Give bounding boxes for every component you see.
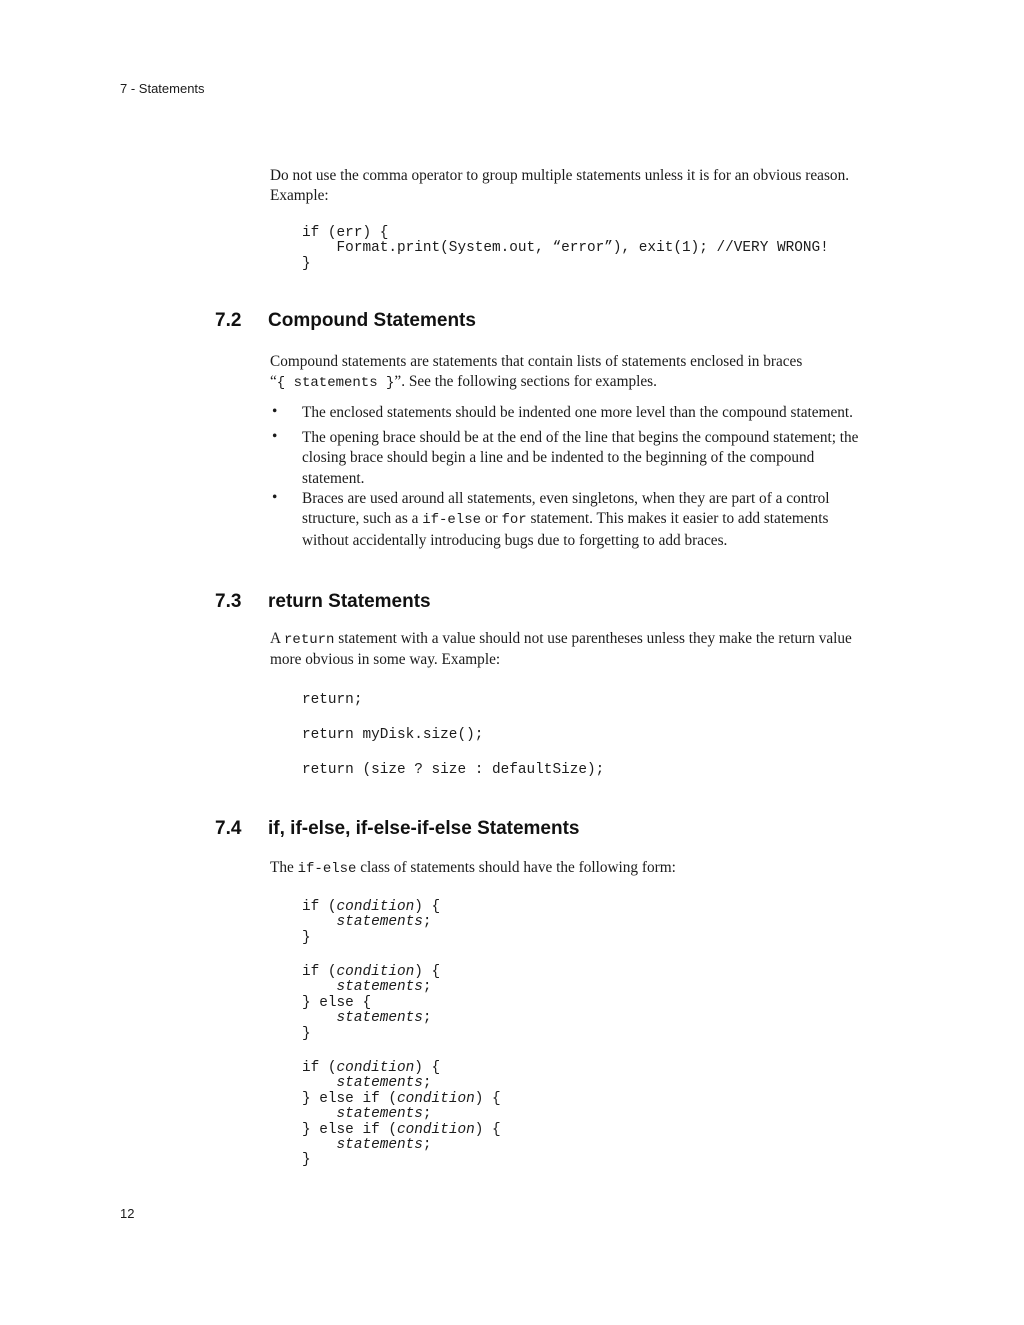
inline-code: return [284,632,335,648]
bullet-item [272,428,858,489]
section-number: 7.4 [215,818,242,839]
code-line: return (size ? size : defaultSize); [302,762,605,778]
section-title: return Statements [268,591,431,612]
section-title: if, if-else, if-else-if-else Statements [268,818,580,839]
code-text: if ( [302,1060,337,1076]
section-7-3-paragraph [270,629,852,671]
code-text [302,979,337,995]
inline-code: if-else [297,861,357,877]
paragraph-text: The [270,859,298,876]
paragraph-line [270,372,802,393]
code-placeholder: statements [336,914,423,931]
code-example-return-1 [302,693,362,708]
section-number: 7.3 [215,591,242,612]
code-text [302,1075,337,1091]
code-text: } else { [302,994,372,1011]
section-7-2-paragraph [270,352,802,394]
code-line [302,931,440,946]
paragraph-line: Compound statements are statements that contain lists of statements enclosed in braces [270,353,803,370]
code-placeholder: statements [336,979,423,996]
paragraph-line [270,629,852,650]
bullet-marker: • [272,489,278,506]
code-line: return myDisk.size(); [302,727,484,743]
code-example-comma [302,226,829,272]
code-text: } [302,1152,311,1169]
code-line: } [302,255,311,272]
code-text: ; [422,1010,432,1027]
bullet-line: statement. [302,469,365,487]
bullet-marker: • [272,403,278,420]
code-line [302,1092,501,1107]
code-placeholder: statements [336,1075,423,1092]
paragraph-line [270,858,676,879]
bullet-text: or [481,510,502,528]
code-line [302,915,440,930]
bullet-text: structure, such as a [302,510,423,528]
paragraph-text: ”. See the following sections for examples. [394,373,657,391]
bullet-item [272,403,853,423]
intro-paragraph [270,166,849,207]
code-text: ; [422,914,432,931]
code-placeholder: condition [397,1090,475,1107]
paragraph-text: A [270,630,285,647]
paragraph-line: Example: [270,187,329,205]
code-text: ; [422,979,432,996]
code-text [302,1106,337,1122]
code-text: ; [422,1106,432,1123]
code-text: } else if ( [302,1090,397,1107]
paragraph-line: Do not use the comma operator to group multiple statements unless it is for an obvious reason. [270,167,850,184]
bullet-line: closing brace should begin a line and be indented to the beginning of the compound [302,449,815,467]
code-line [302,1061,501,1076]
code-line [302,1011,440,1026]
code-placeholder: statements [336,1010,423,1027]
code-line [302,900,440,915]
section-heading-7-3 [215,591,431,613]
bullet-line: Braces are used around all statements, even singletons, when they are part of a control [302,490,830,507]
code-text: if ( [302,964,337,980]
code-line [302,1107,501,1122]
code-text: ) { [414,964,441,980]
code-text [302,914,337,930]
code-line [302,1138,501,1153]
code-line [302,980,440,995]
code-example-return-2 [302,728,483,743]
code-line [302,1027,440,1042]
code-placeholder: condition [397,1121,475,1138]
code-placeholder: statements [336,1106,423,1123]
code-form-if [302,900,440,946]
code-text: ) { [474,1121,501,1138]
code-text: } [302,1025,311,1042]
code-line: return; [302,692,363,708]
code-placeholder: condition [336,964,415,980]
code-text [302,1010,337,1026]
inline-code: for [501,512,527,529]
bullet-item [272,489,830,551]
code-text: if ( [302,899,337,915]
bullet-line: without accidentally introducing bugs due to forgetting to add braces. [302,531,728,549]
code-form-if-else [302,965,440,1042]
code-placeholder: condition [336,899,415,915]
code-form-if-else-if-else [302,1061,501,1169]
code-text: ) { [414,1060,441,1076]
quote-mark: “ [270,373,277,391]
code-text: } else if ( [302,1121,397,1138]
bullet-line: The opening brace should be at the end of the line that begins the compound statement; the [302,429,859,446]
code-line [302,1153,501,1168]
code-line: if (err) { [302,225,389,241]
bullet-line: The enclosed statements should be indented one more level than the compound statement. [302,404,853,421]
code-example-return-3 [302,763,604,778]
code-text: ) { [474,1090,501,1107]
section-7-4-paragraph [270,858,676,879]
paragraph-text: class of statements should have the following form: [356,859,676,876]
section-heading-7-4 [215,818,580,840]
page-header: 7 - Statements [120,81,205,96]
code-text [302,1137,337,1153]
code-placeholder: statements [336,1137,423,1154]
section-number: 7.2 [215,310,242,331]
section-title: Compound Statements [268,310,476,331]
code-line [302,1123,501,1138]
bullet-marker: • [272,428,278,445]
code-text: ; [422,1075,432,1092]
section-heading-7-2 [215,310,476,332]
code-line [302,996,440,1011]
inline-code: { statements } [276,375,395,392]
code-text: } [302,929,311,946]
code-line: Format.print(System.out, “error”), exit(1); //VERY WRONG! [302,240,829,257]
bullet-text: statement. This makes it easier to add statements [526,510,829,528]
code-text: ) { [414,899,441,915]
code-line [302,1076,501,1091]
code-line [302,965,440,980]
paragraph-line: more obvious in some way. Example: [270,651,501,669]
code-placeholder: condition [336,1060,415,1076]
inline-code: if-else [422,512,482,529]
paragraph-text: statement with a value should not use parentheses unless they make the return value [334,630,852,647]
bullet-line [302,509,830,530]
code-text: ; [422,1137,432,1154]
page-number: 12 [120,1206,135,1221]
